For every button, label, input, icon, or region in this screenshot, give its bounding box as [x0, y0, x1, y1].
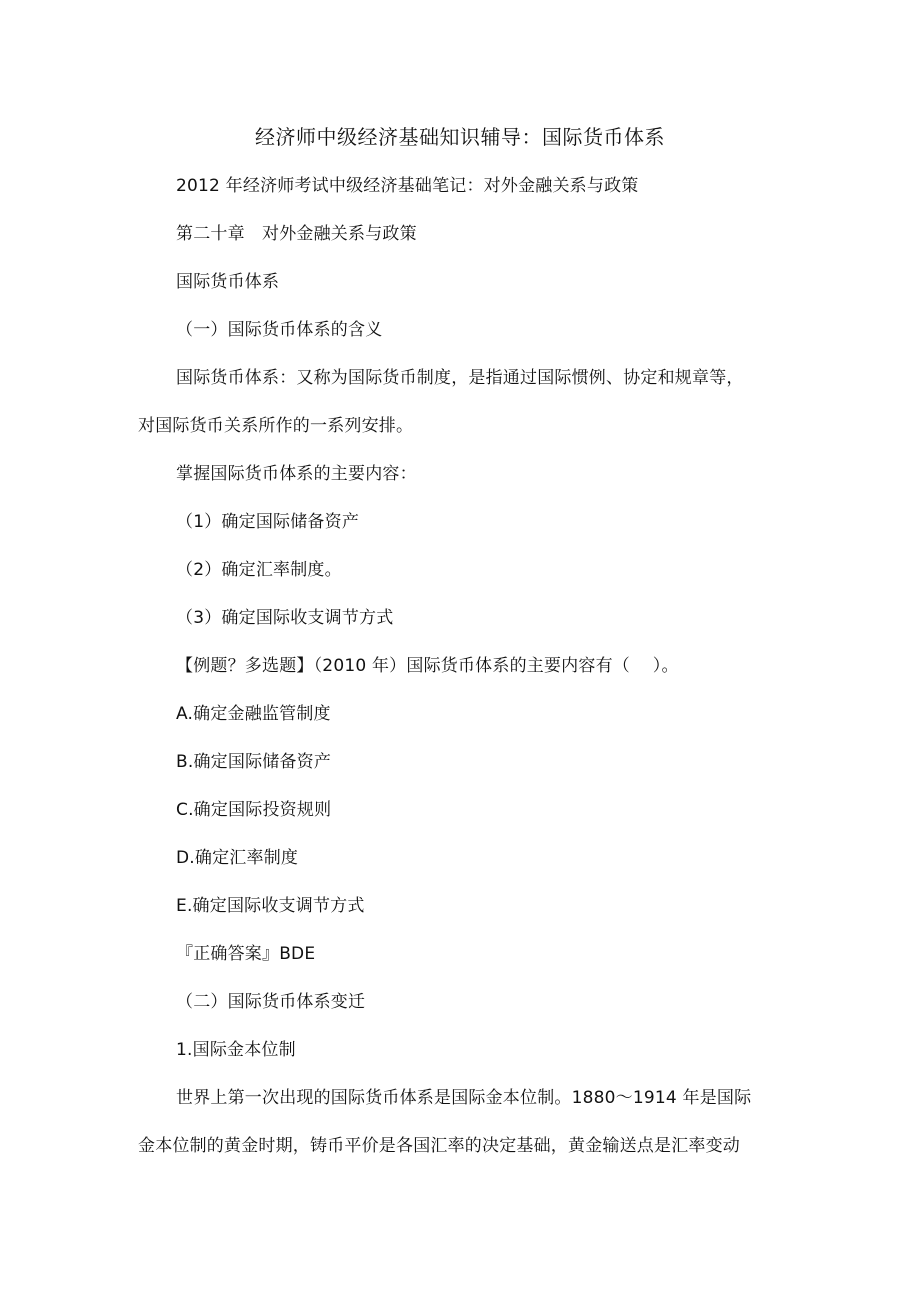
- subtitle: 2012 年经济师考试中级经济基础笔记：对外金融关系与政策: [176, 176, 639, 196]
- document-body: [138, 162, 818, 1170]
- option-b: B.确定国际储备资产: [176, 752, 332, 772]
- option-a: A.确定金融监管制度: [176, 704, 331, 724]
- paragraph-line: 对国际货币关系所作的一系列安排。: [138, 416, 414, 436]
- option-e: E.确定国际收支调节方式: [176, 896, 365, 916]
- example-question: 【例题？多选题】（2010 年）国际货币体系的主要内容有（ ）。: [176, 656, 679, 676]
- subsection-heading: （一）国际货币体系的含义: [176, 320, 383, 340]
- subsection-heading: （二）国际货币体系变迁: [176, 992, 366, 1012]
- chapter-heading: 第二十章 对外金融关系与政策: [176, 224, 417, 244]
- section-heading: 国际货币体系: [176, 272, 280, 292]
- paragraph-line: 国际货币体系：又称为国际货币制度，是指通过国际惯例、协定和规章等，: [176, 368, 744, 388]
- list-item: （3）确定国际收支调节方式: [176, 608, 394, 628]
- list-item: （1）确定国际储备资产: [176, 512, 360, 532]
- document-title: 经济师中级经济基础知识辅导：国际货币体系: [255, 125, 665, 149]
- paragraph-line: 世界上第一次出现的国际货币体系是国际金本位制。1880～1914 年是国际: [176, 1088, 752, 1108]
- option-d: D.确定汇率制度: [176, 848, 299, 868]
- item-heading: 1.国际金本位制: [176, 1040, 296, 1060]
- correct-answer: 『正确答案』BDE: [176, 944, 316, 964]
- paragraph-line: 金本位制的黄金时期，铸币平价是各国汇率的决定基础，黄金输送点是汇率变动: [138, 1136, 740, 1156]
- paragraph-line: 掌握国际货币体系的主要内容：: [176, 464, 417, 484]
- option-c: C.确定国际投资规则: [176, 800, 332, 820]
- list-item: （2）确定汇率制度。: [176, 560, 342, 580]
